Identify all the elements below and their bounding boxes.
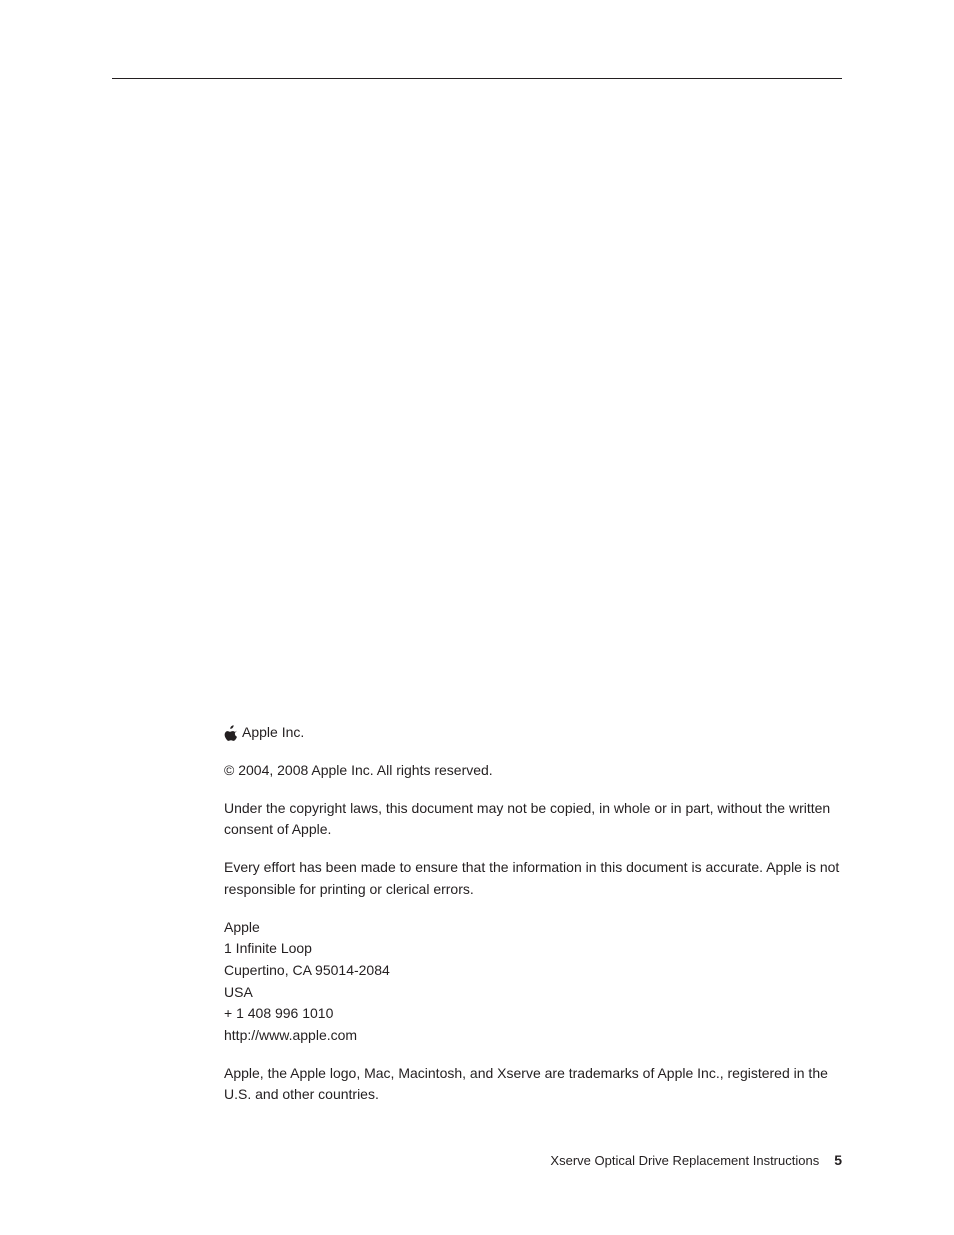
brand-name: Apple Inc. (242, 724, 305, 741)
accuracy-paragraph: Every effort has been made to ensure that the information in this document is accurate. Apple is not responsible for printing or clerical errors. (224, 859, 840, 897)
address-street: 1 Infinite Loop (224, 940, 312, 957)
brand-line (224, 722, 844, 744)
address-phone: + 1 408 996 1010 (224, 1005, 334, 1022)
address-url[interactable]: http://www.apple.com (224, 1027, 358, 1044)
address-company: Apple (224, 918, 260, 935)
page-number: 5 (834, 1152, 842, 1168)
address-city: Cupertino, CA 95014-2084 (224, 961, 390, 978)
copying-paragraph: Under the copyright laws, this document may not be copied, in whole or in part, without the written consent of Apple. (224, 799, 831, 838)
legal-notice (224, 722, 844, 1122)
page-footer (550, 1152, 842, 1168)
address-country: USA (224, 983, 253, 1000)
header-rule (112, 78, 842, 79)
footer-title: Xserve Optical Drive Replacement Instructions (550, 1153, 820, 1168)
apple-logo-icon (224, 725, 238, 741)
copyright-line: © 2004, 2008 Apple Inc. All rights reserved. (224, 762, 493, 778)
address-block (224, 917, 844, 1047)
trademarks-paragraph: Apple, the Apple logo, Mac, Macintosh, and Xserve are trademarks of Apple Inc., registered in the U.S. and other countries. (224, 1064, 828, 1103)
